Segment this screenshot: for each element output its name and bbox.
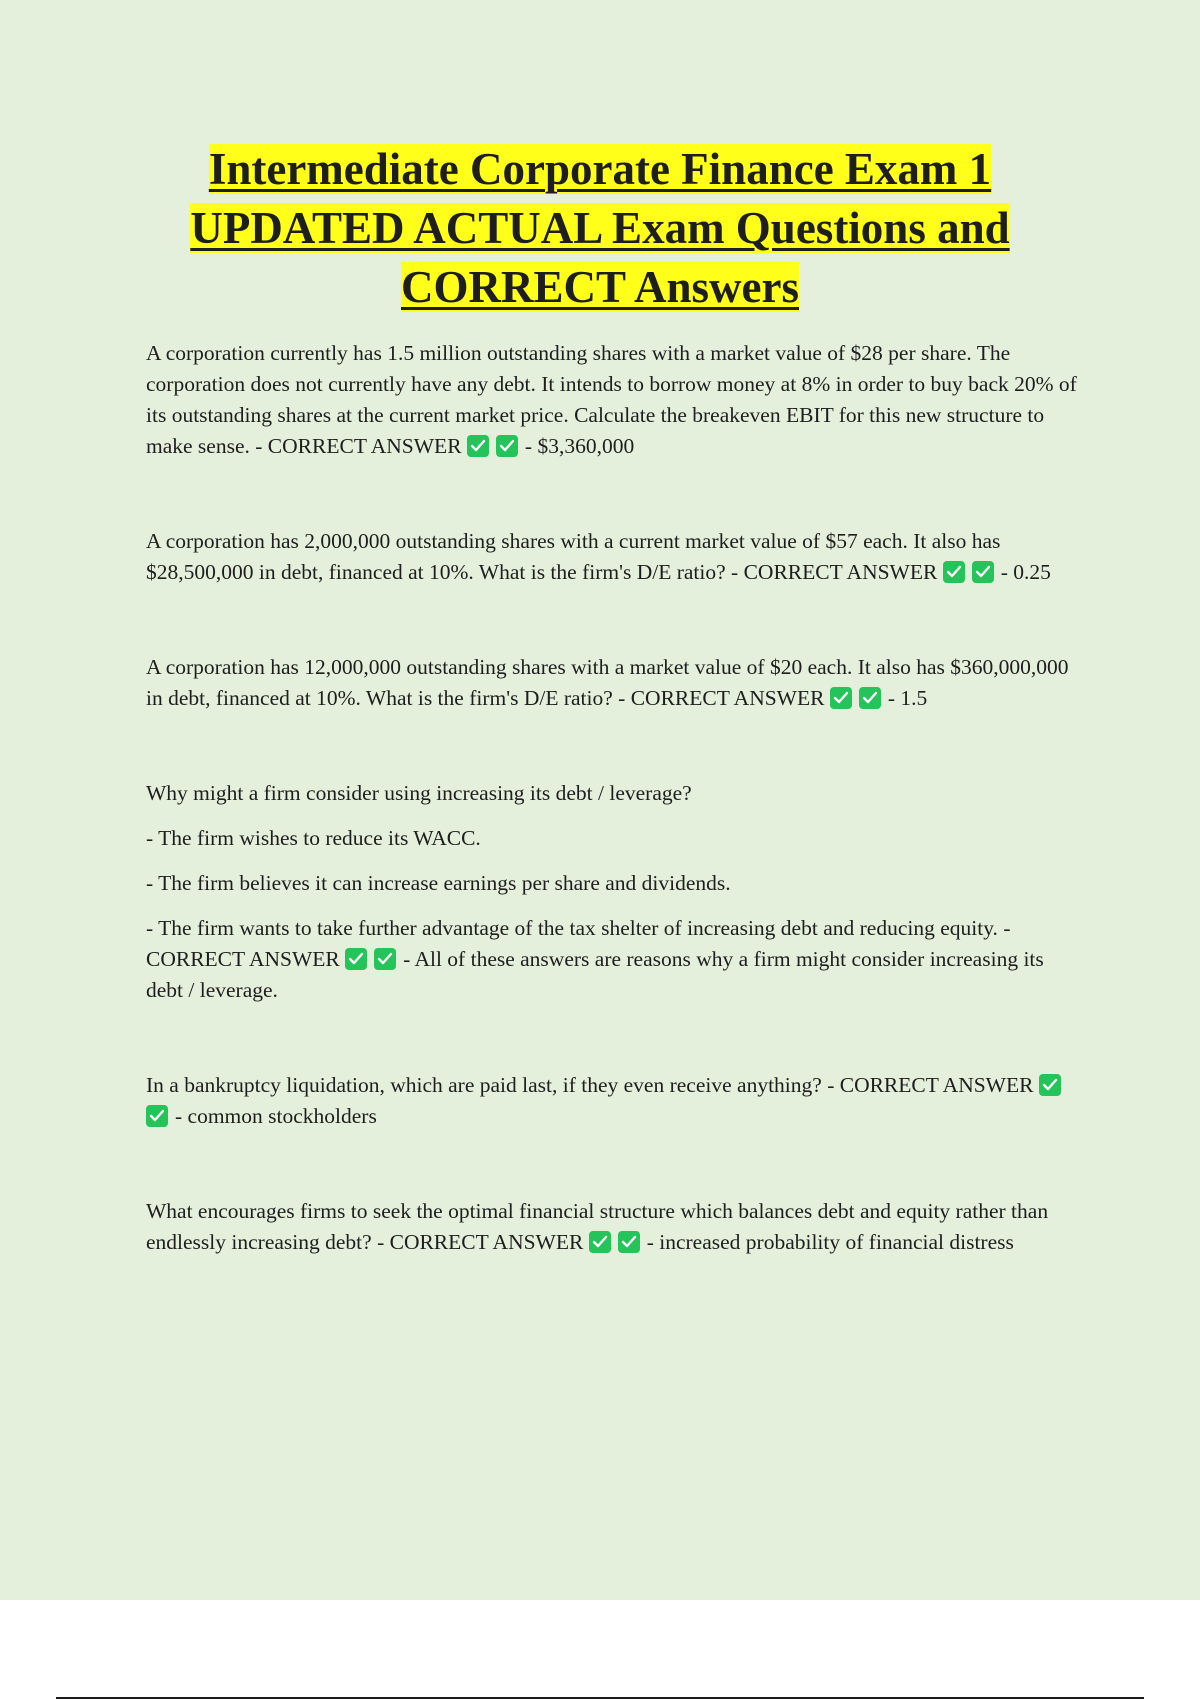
option-text: - The firm believes it can increase earnings per share and dividends. bbox=[146, 871, 731, 895]
qa-item bbox=[146, 1196, 1086, 1258]
qa-item bbox=[146, 338, 1086, 462]
qa-item bbox=[146, 652, 1086, 714]
title-line-1: Intermediate Corporate Finance Exam 1 bbox=[208, 144, 992, 194]
qa-item bbox=[146, 778, 1086, 1006]
check-mark-icon bbox=[1039, 1074, 1061, 1096]
answer-marker: - CORRECT ANSWER bbox=[255, 434, 462, 458]
answer-text: - $3,360,000 bbox=[524, 434, 635, 458]
check-mark-icon bbox=[467, 435, 489, 457]
question-text: In a bankruptcy liquidation, which are paid last, if they even receive anything? bbox=[146, 1073, 822, 1097]
check-mark-icon bbox=[972, 561, 994, 583]
answer-marker: - CORRECT ANSWER bbox=[731, 560, 938, 584]
check-mark-icon bbox=[859, 687, 881, 709]
answer-text: - All of these answers are reasons why a firm might consider increasing its debt / leverage. bbox=[146, 947, 1044, 1002]
qa-item bbox=[146, 526, 1086, 588]
check-mark-icon bbox=[345, 948, 367, 970]
answer-marker: - CORRECT ANSWER bbox=[377, 1230, 584, 1254]
qa-item bbox=[146, 1070, 1086, 1132]
answer-text: - increased probability of financial distress bbox=[646, 1230, 1014, 1254]
question-text: What encourages firms to seek the optimal financial structure which balances debt and equity rather than endlessly increasing debt? bbox=[146, 1199, 1049, 1254]
question-text: Why might a firm consider using increasing its debt / leverage? bbox=[146, 781, 692, 805]
question-text: A corporation has 12,000,000 outstanding shares with a market value of $20 each. It also has $360,000,000 in debt, financed at 10%. What is the firm's D/E ratio? bbox=[146, 655, 1069, 710]
check-mark-icon bbox=[943, 561, 965, 583]
check-mark-icon bbox=[618, 1231, 640, 1253]
check-mark-icon bbox=[589, 1231, 611, 1253]
question-text: A corporation currently has 1.5 million outstanding shares with a market value of $28 per share. The corporation does not currently have any debt. It intends to borrow money at 8% in order to buy back 20% of its outstanding shares at the current market price. Calculate the breakeven EBIT for this new structure to make sense. bbox=[146, 341, 1077, 458]
check-mark-icon bbox=[146, 1105, 168, 1127]
check-mark-icon bbox=[496, 435, 518, 457]
title-line-3: CORRECT Answers bbox=[401, 262, 799, 312]
answer-marker: - CORRECT ANSWER bbox=[146, 916, 1011, 971]
answer-marker: - CORRECT ANSWER bbox=[618, 686, 825, 710]
answer-text: - 0.25 bbox=[1000, 560, 1051, 584]
page-title bbox=[100, 140, 1100, 317]
check-mark-icon bbox=[830, 687, 852, 709]
answer-text: - common stockholders bbox=[175, 1104, 377, 1128]
question-text: A corporation has 2,000,000 outstanding shares with a current market value of $57 each. It also has $28,500,000 in debt, financed at 10%. What is the firm's D/E ratio? bbox=[146, 529, 1001, 584]
option-text: - The firm wishes to reduce its WACC. bbox=[146, 826, 481, 850]
answer-text: - 1.5 bbox=[887, 686, 928, 710]
qa-list bbox=[146, 338, 1086, 1322]
check-mark-icon bbox=[374, 948, 396, 970]
answer-marker: - CORRECT ANSWER bbox=[827, 1073, 1034, 1097]
footer-divider bbox=[56, 1697, 1144, 1699]
title-line-2: UPDATED ACTUAL Exam Questions and bbox=[190, 203, 1010, 253]
option-text: - The firm wants to take further advantage of the tax shelter of increasing debt and reducing equity. bbox=[146, 916, 998, 940]
